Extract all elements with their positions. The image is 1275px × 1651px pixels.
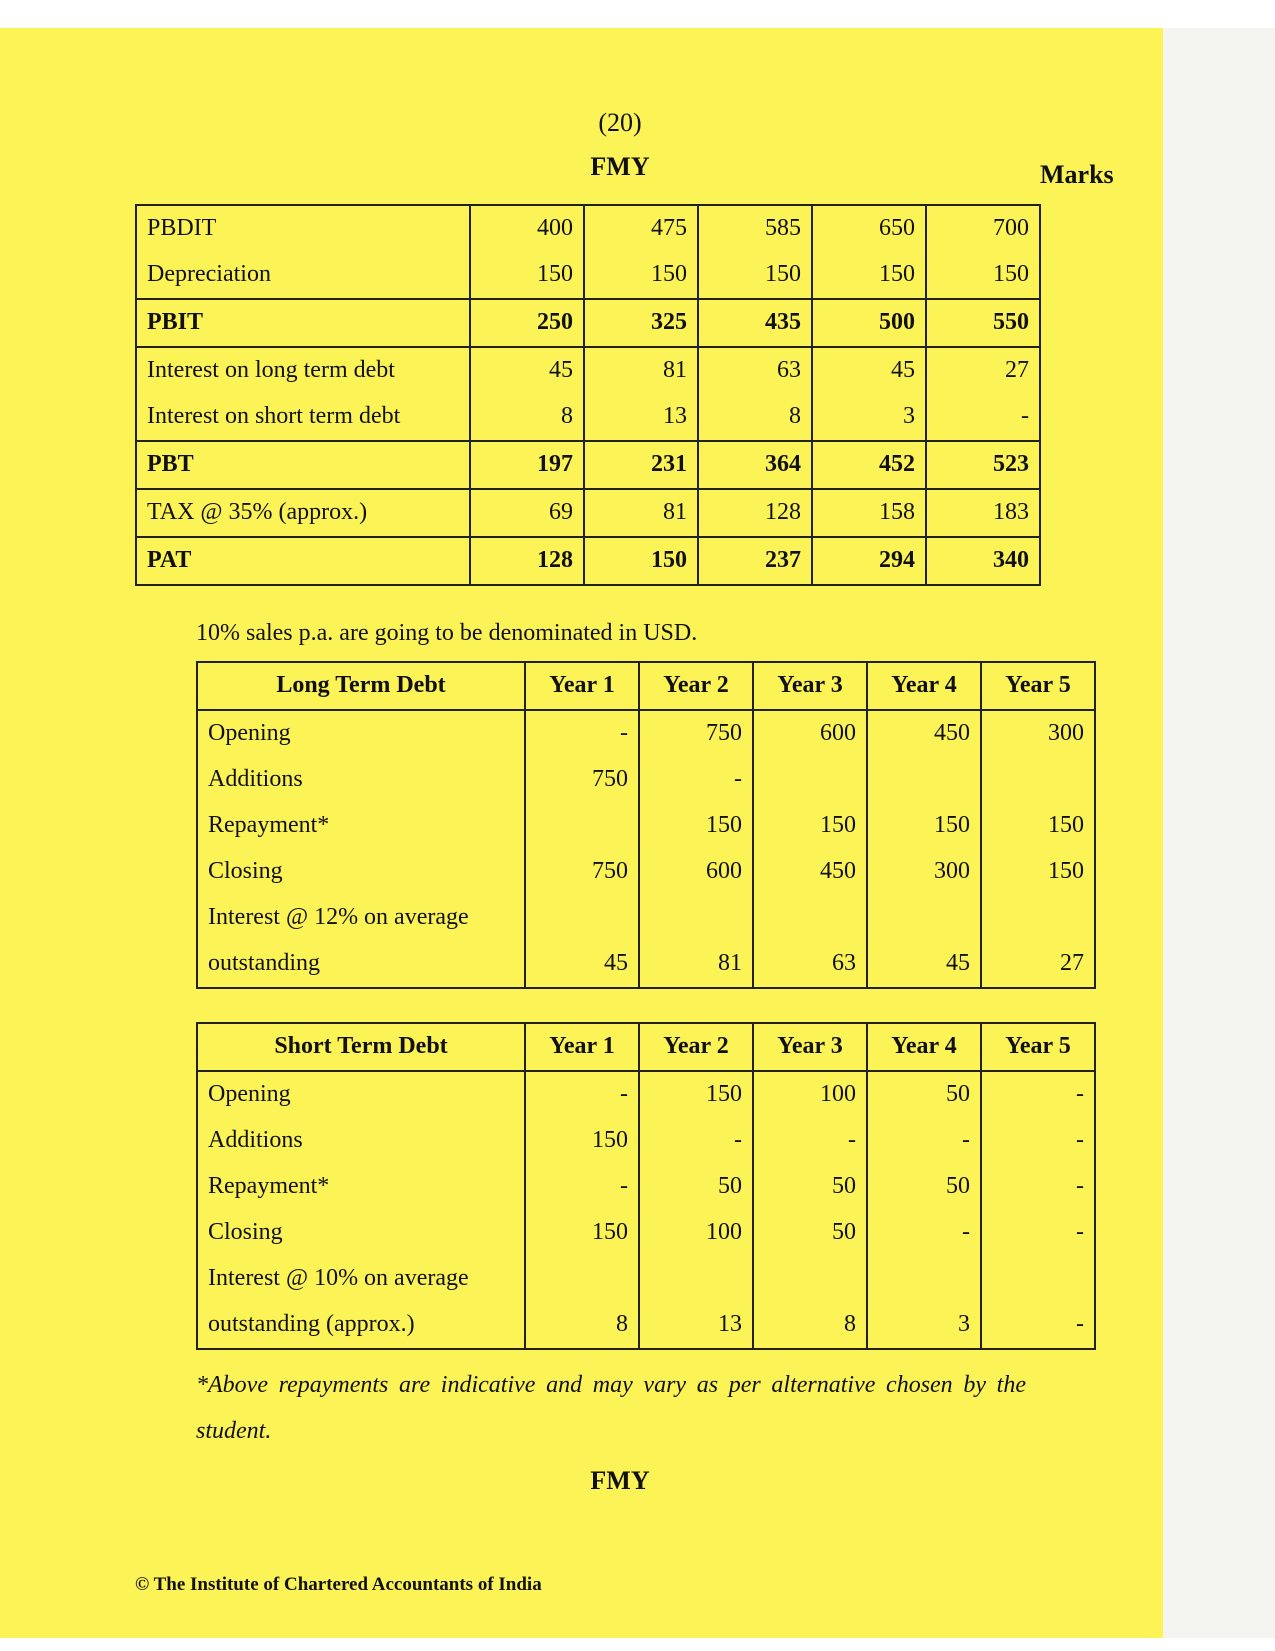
table-cell: 475 xyxy=(584,205,698,252)
table-cell: 27 xyxy=(981,941,1095,988)
table-cell: 150 xyxy=(639,803,753,849)
row-label: outstanding xyxy=(197,941,525,988)
table-cell: 150 xyxy=(698,252,812,299)
table-cell: 150 xyxy=(981,849,1095,895)
table-cell: - xyxy=(525,710,639,757)
table-cell: 150 xyxy=(470,252,584,299)
row-label: Opening xyxy=(197,710,525,757)
table-cell: - xyxy=(639,1118,753,1164)
row-label: Interest on short term debt xyxy=(136,394,470,441)
table-cell: 300 xyxy=(981,710,1095,757)
table-header-row xyxy=(197,1023,1095,1071)
table-cell: 197 xyxy=(470,441,584,489)
table-row xyxy=(197,1210,1095,1256)
repayment-footnote: *Above repayments are indicative and may vary as per alternative chosen by the student. xyxy=(196,1372,1026,1444)
table-cell: 340 xyxy=(926,537,1040,585)
table-cell: 81 xyxy=(639,941,753,988)
row-label: Interest @ 10% on average xyxy=(197,1256,525,1302)
table-cell: 750 xyxy=(639,710,753,757)
table-cell: 8 xyxy=(753,1302,867,1349)
table-cell: 231 xyxy=(584,441,698,489)
table-cell xyxy=(639,1256,753,1302)
table-row xyxy=(197,803,1095,849)
row-label: Closing xyxy=(197,1210,525,1256)
table-cell: 63 xyxy=(698,347,812,394)
footer-code: FMY xyxy=(590,1466,650,1495)
table-cell: - xyxy=(981,1302,1095,1349)
column-header: Year 1 xyxy=(525,662,639,710)
row-label: Additions xyxy=(197,757,525,803)
table-cell: - xyxy=(753,1118,867,1164)
row-label: Closing xyxy=(197,849,525,895)
table-cell: 450 xyxy=(867,710,981,757)
table-cell xyxy=(981,1256,1095,1302)
table-cell: 500 xyxy=(812,299,926,347)
table-cell: 13 xyxy=(639,1302,753,1349)
table-cell: 300 xyxy=(867,849,981,895)
table-cell: 50 xyxy=(639,1164,753,1210)
table-row xyxy=(136,489,1040,537)
table-cell xyxy=(981,757,1095,803)
table-cell: 45 xyxy=(812,347,926,394)
table-cell: 150 xyxy=(981,803,1095,849)
table-cell: 50 xyxy=(867,1071,981,1118)
table-cell: 325 xyxy=(584,299,698,347)
table-cell: 600 xyxy=(639,849,753,895)
row-label: Interest on long term debt xyxy=(136,347,470,394)
table-cell: 294 xyxy=(812,537,926,585)
table-cell: 600 xyxy=(753,710,867,757)
column-header: Short Term Debt xyxy=(197,1023,525,1071)
column-header: Year 1 xyxy=(525,1023,639,1071)
table-cell: - xyxy=(525,1164,639,1210)
table-cell: 100 xyxy=(753,1071,867,1118)
table-cell: 150 xyxy=(584,252,698,299)
table-cell xyxy=(525,1256,639,1302)
table-cell: - xyxy=(981,1071,1095,1118)
copyright-text: © The Institute of Chartered Accountants of India xyxy=(135,1574,542,1595)
table-cell: 45 xyxy=(470,347,584,394)
table-cell xyxy=(753,1256,867,1302)
column-header: Year 5 xyxy=(981,662,1095,710)
long-term-debt-table xyxy=(196,661,1096,989)
table-row xyxy=(197,895,1095,941)
column-header: Year 4 xyxy=(867,1023,981,1071)
table-cell: 158 xyxy=(812,489,926,537)
table-cell: 128 xyxy=(470,537,584,585)
table-cell: - xyxy=(525,1071,639,1118)
row-label: Opening xyxy=(197,1071,525,1118)
column-header: Year 4 xyxy=(867,662,981,710)
row-label: PBT xyxy=(136,441,470,489)
table-cell: 150 xyxy=(753,803,867,849)
table-row xyxy=(136,441,1040,489)
table-cell: 550 xyxy=(926,299,1040,347)
table-row xyxy=(197,1256,1095,1302)
table-cell xyxy=(867,1256,981,1302)
table-row xyxy=(136,394,1040,441)
table-cell: 81 xyxy=(584,489,698,537)
table-cell: 13 xyxy=(584,394,698,441)
table-cell: 45 xyxy=(525,941,639,988)
table-cell: 585 xyxy=(698,205,812,252)
table-cell xyxy=(525,803,639,849)
table-cell xyxy=(753,895,867,941)
table-cell: 8 xyxy=(470,394,584,441)
column-header: Long Term Debt xyxy=(197,662,525,710)
table-cell: 3 xyxy=(812,394,926,441)
table-cell: 400 xyxy=(470,205,584,252)
table-cell: 435 xyxy=(698,299,812,347)
row-label: PBDIT xyxy=(136,205,470,252)
table-row xyxy=(136,299,1040,347)
table-cell xyxy=(753,757,867,803)
row-label: outstanding (approx.) xyxy=(197,1302,525,1349)
row-label: Repayment* xyxy=(197,1164,525,1210)
table-cell: 750 xyxy=(525,757,639,803)
table-cell: 237 xyxy=(698,537,812,585)
table-cell: 8 xyxy=(698,394,812,441)
table-row xyxy=(197,849,1095,895)
table-cell xyxy=(981,895,1095,941)
table-cell: 650 xyxy=(812,205,926,252)
table-row xyxy=(197,710,1095,757)
table-cell: 183 xyxy=(926,489,1040,537)
column-header: Year 3 xyxy=(753,662,867,710)
table-cell xyxy=(639,895,753,941)
marks-label: Marks xyxy=(1040,160,1114,189)
table-cell: - xyxy=(981,1210,1095,1256)
table-cell: 523 xyxy=(926,441,1040,489)
column-header: Year 2 xyxy=(639,1023,753,1071)
table-row xyxy=(136,252,1040,299)
table-row xyxy=(197,1071,1095,1118)
table-cell: 364 xyxy=(698,441,812,489)
row-label: Additions xyxy=(197,1118,525,1164)
profit-table xyxy=(135,204,1041,586)
table-cell: 45 xyxy=(867,941,981,988)
table-cell: - xyxy=(926,394,1040,441)
row-label: TAX @ 35% (approx.) xyxy=(136,489,470,537)
table-cell: - xyxy=(981,1164,1095,1210)
table-cell: 150 xyxy=(867,803,981,849)
table-cell: 100 xyxy=(639,1210,753,1256)
table-cell xyxy=(525,895,639,941)
row-label: Interest @ 12% on average xyxy=(197,895,525,941)
table-cell: 750 xyxy=(525,849,639,895)
table-cell: 150 xyxy=(812,252,926,299)
table-header-row xyxy=(197,662,1095,710)
table-cell: - xyxy=(867,1118,981,1164)
table-cell: 50 xyxy=(753,1210,867,1256)
table-cell: 27 xyxy=(926,347,1040,394)
table-cell: 69 xyxy=(470,489,584,537)
table-cell: 8 xyxy=(525,1302,639,1349)
table-cell: 150 xyxy=(584,537,698,585)
table-row xyxy=(136,205,1040,252)
table-cell: - xyxy=(981,1118,1095,1164)
table-cell: 150 xyxy=(525,1118,639,1164)
table-cell: 150 xyxy=(926,252,1040,299)
usd-note: 10% sales p.a. are going to be denominated in USD. xyxy=(196,620,698,646)
table-cell: - xyxy=(867,1210,981,1256)
row-label: Depreciation xyxy=(136,252,470,299)
row-label: Repayment* xyxy=(197,803,525,849)
header-code: FMY xyxy=(590,152,650,181)
table-cell: - xyxy=(639,757,753,803)
table-row xyxy=(197,1118,1095,1164)
table-cell: 150 xyxy=(639,1071,753,1118)
table-cell: 250 xyxy=(470,299,584,347)
column-header: Year 2 xyxy=(639,662,753,710)
table-cell: 150 xyxy=(525,1210,639,1256)
table-cell: 50 xyxy=(867,1164,981,1210)
table-cell: 50 xyxy=(753,1164,867,1210)
page-margin xyxy=(1163,28,1275,1638)
table-cell: 700 xyxy=(926,205,1040,252)
table-cell: 128 xyxy=(698,489,812,537)
table-cell: 3 xyxy=(867,1302,981,1349)
column-header: Year 3 xyxy=(753,1023,867,1071)
table-cell xyxy=(867,895,981,941)
table-cell: 81 xyxy=(584,347,698,394)
short-term-debt-table xyxy=(196,1022,1096,1350)
table-cell: 452 xyxy=(812,441,926,489)
row-label: PBIT xyxy=(136,299,470,347)
table-cell: 63 xyxy=(753,941,867,988)
page-number: (20) xyxy=(598,108,642,137)
table-row xyxy=(197,1164,1095,1210)
table-row xyxy=(197,941,1095,988)
table-row xyxy=(136,537,1040,585)
table-row xyxy=(136,347,1040,394)
row-label: PAT xyxy=(136,537,470,585)
table-row xyxy=(197,757,1095,803)
table-cell xyxy=(867,757,981,803)
table-cell: 450 xyxy=(753,849,867,895)
column-header: Year 5 xyxy=(981,1023,1095,1071)
table-row xyxy=(197,1302,1095,1349)
